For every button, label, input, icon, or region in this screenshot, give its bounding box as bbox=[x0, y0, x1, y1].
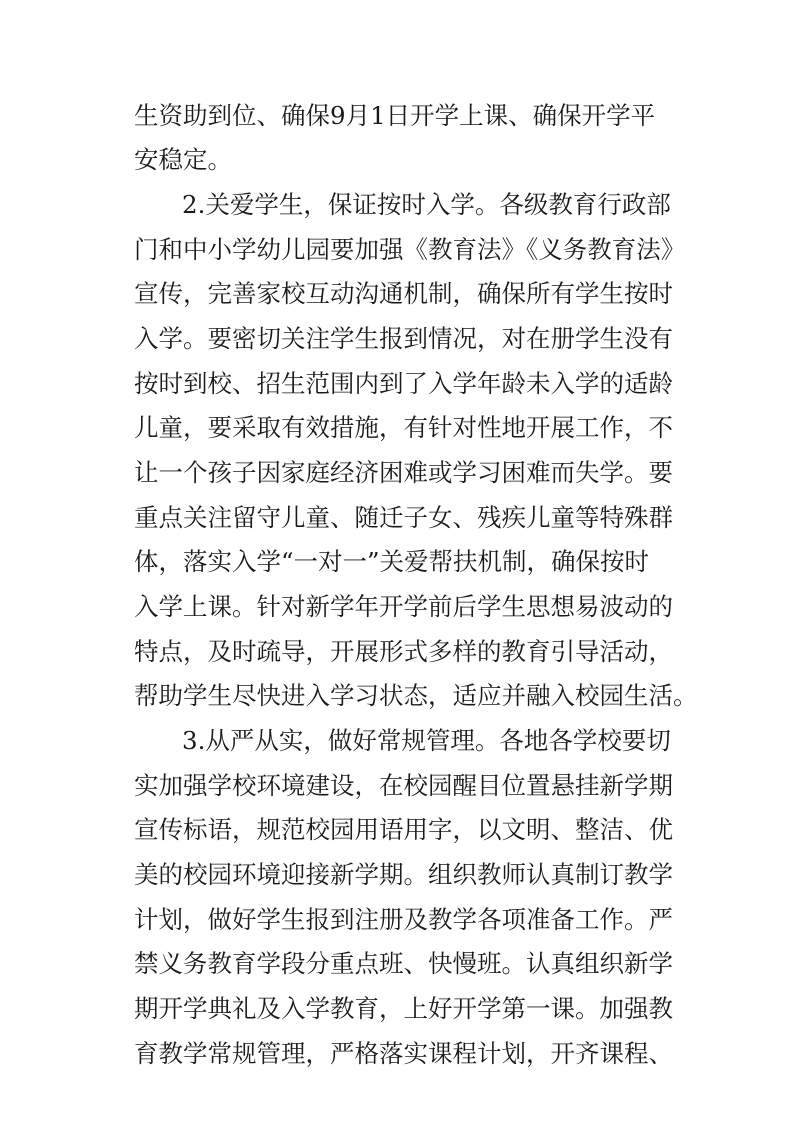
text-line: 禁义务教育学段分重点班、快慢班。认真组织新学 bbox=[134, 949, 673, 978]
text-line: 安稳定。 bbox=[134, 145, 232, 174]
text-line: 实加强学校环境建设，在校园醒目位置悬挂新学期 bbox=[134, 771, 673, 800]
text-line: 入学上课。针对新学年开学前后学生思想易波动的 bbox=[134, 592, 673, 621]
text-line: 计划，做好学生报到注册及教学各项准备工作。严 bbox=[134, 905, 673, 934]
text-line: 育教学常规管理，严格落实课程计划，开齐课程、 bbox=[134, 1039, 673, 1068]
section-heading-line: 3.从严从实，做好常规管理。各地各学校要切 bbox=[182, 726, 671, 755]
text-line: 儿童，要采取有效措施，有针对性地开展工作，不 bbox=[134, 413, 673, 442]
text-line: 美的校园环境迎接新学期。组织教师认真制订教学 bbox=[134, 860, 673, 889]
section-heading-line: 2.关爱学生，保证按时入学。各级教育行政部 bbox=[182, 190, 671, 219]
text-line: 重点关注留守儿童、随迁子女、残疾儿童等特殊群 bbox=[134, 503, 673, 532]
text-line: 特点，及时疏导，开展形式多样的教育引导活动， bbox=[134, 637, 673, 666]
text-line: 体，落实入学“一对一”关爱帮扶机制，确保按时 bbox=[134, 547, 650, 576]
text-line: 按时到校、招生范围内到了入学年龄未入学的适龄 bbox=[134, 369, 673, 398]
text-line: 宣传，完善家校互动沟通机制，确保所有学生按时 bbox=[134, 279, 673, 308]
text-line: 生资助到位、确保9月1日开学上课、确保开学平 bbox=[134, 101, 656, 130]
text-line: 帮助学生尽快进入学习状态，适应并融入校园生活。 bbox=[134, 681, 698, 710]
text-line: 入学。要密切关注学生报到情况，对在册学生没有 bbox=[134, 324, 673, 353]
text-line: 门和中小学幼儿园要加强《教育法》《义务教育法》 bbox=[134, 235, 686, 264]
text-line: 宣传标语，规范校园用语用字，以文明、整洁、优 bbox=[134, 815, 673, 844]
text-line: 期开学典礼及入学教育，上好开学第一课。加强教 bbox=[134, 994, 673, 1023]
text-line: 让一个孩子因家庭经济困难或学习困难而失学。要 bbox=[134, 458, 673, 487]
